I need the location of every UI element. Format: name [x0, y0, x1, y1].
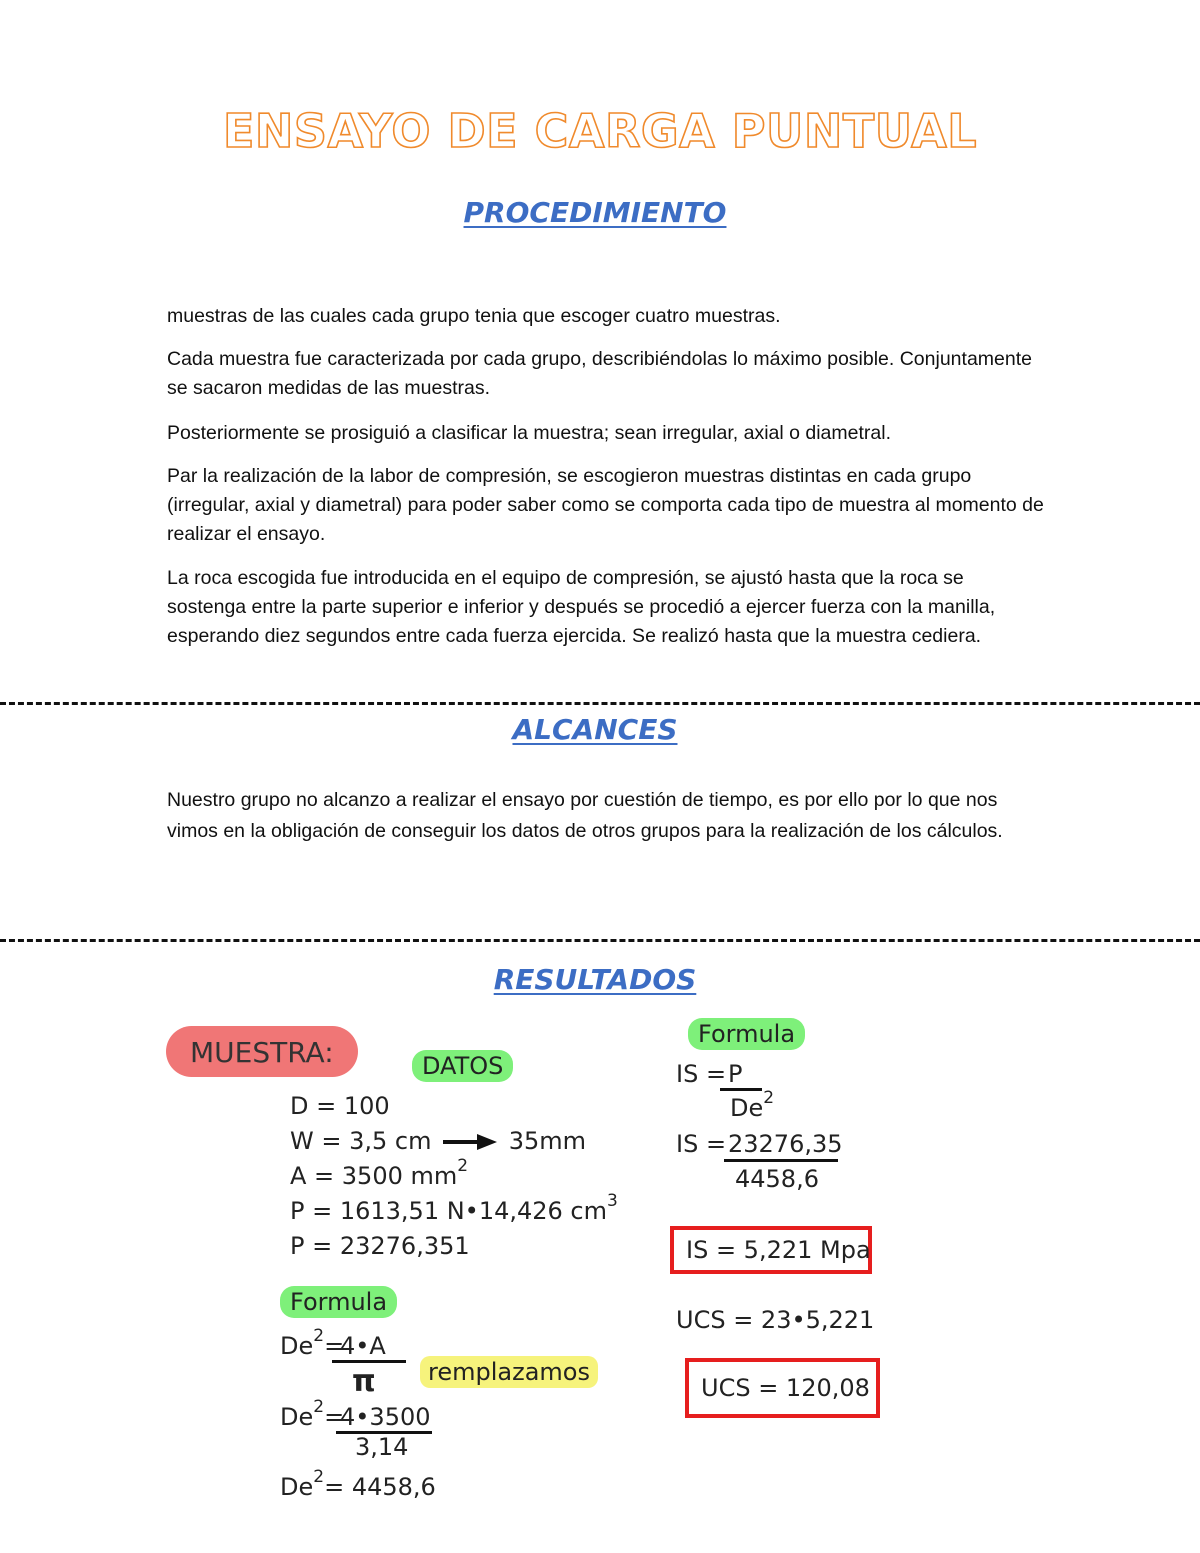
de-exponent: 2 — [313, 1397, 325, 1417]
procedimiento-paragraph-4: Par la realización de la labor de compresión, se escogieron muestras distintas en cada grupo (irregular, axial y diametral) para poder saber como se comporta cada tipo de muestra al momento de realizar el ensayo. — [167, 465, 1044, 545]
fraction-line — [332, 1360, 406, 1363]
procedimiento-heading: PROCEDIMIENTO — [463, 196, 727, 229]
dato-p1 — [290, 1191, 618, 1225]
de-symbol: De — [280, 1473, 314, 1501]
page-title: ENSAYO DE CARGA PUNTUAL — [222, 104, 978, 158]
is-eq-label: IS = — [676, 1060, 727, 1088]
alcances-paragraph: Nuestro grupo no alcanzo a realizar el ensayo por cuestión de tiempo, es por ello por lo que nos vimos en la obligación de conseguir los datos de otros grupos para la realización de los cálculos. — [167, 789, 1003, 842]
arrow-right-icon — [441, 1132, 499, 1152]
remplazamos-label: remplazamos — [420, 1356, 598, 1388]
dato-w-right: 35mm — [508, 1127, 587, 1155]
eq2-numerator: 4•3500 — [340, 1403, 431, 1431]
fraction-line — [720, 1088, 762, 1091]
dato-p2: P = 23276,351 — [290, 1232, 470, 1260]
ucs-result-box: UCS = 120,08 — [685, 1358, 880, 1418]
procedimiento-paragraph-5: La roca escogida fue introducida en el equipo de compresión, se ajustó hasta que la roca se sostenga entre la parte superior e inferior y después se procedió a ejercer fuerza con la manilla, esperando diez segundos entre cada fuerza ejercida. Se realizó hasta que la muestra cediera. — [167, 567, 996, 647]
dato-a-exponent: 2 — [457, 1156, 469, 1176]
alcances-heading: ALCANCES — [512, 713, 678, 746]
de-symbol: De — [280, 1403, 314, 1431]
dato-w — [290, 1127, 586, 1155]
de-symbol: De — [730, 1094, 764, 1122]
is2-eq-label: IS = — [676, 1130, 727, 1158]
pi-symbol: π — [352, 1364, 376, 1399]
eq2-denominator: 3,14 — [355, 1433, 409, 1461]
de-symbol: De — [280, 1332, 314, 1360]
equals-sign: = — [324, 1332, 345, 1360]
formula-left-label: Formula — [280, 1286, 397, 1318]
muestra-label: MUESTRA: — [166, 1026, 358, 1077]
is-denominator — [730, 1088, 775, 1122]
de-exponent: 2 — [763, 1088, 775, 1108]
formula-de-eq1 — [280, 1326, 345, 1360]
dato-d: D = 100 — [290, 1092, 390, 1120]
resultados-heading: RESULTADOS — [493, 963, 697, 996]
is-numerator: P — [728, 1060, 743, 1088]
dato-w-left: W = 3,5 cm — [290, 1127, 432, 1155]
dato-p1-text: P = 1613,51 N•14,426 cm — [290, 1197, 608, 1225]
formula-de-eq3 — [280, 1467, 436, 1501]
procedimiento-paragraph-2: Cada muestra fue caracterizada por cada grupo, describiéndolas lo máximo posible. Conjuntamente se sacaron medidas de las muestras. — [167, 348, 1032, 399]
is-result-box: IS = 5,221 Mpa — [670, 1226, 872, 1274]
is2-denominator: 4458,6 — [735, 1165, 819, 1193]
dato-a-text: A = 3500 mm — [290, 1162, 458, 1190]
ucs-equation: UCS = 23•5,221 — [676, 1306, 875, 1334]
section-divider — [0, 939, 1200, 942]
procedimiento-paragraph-3: Posteriormente se prosiguió a clasificar la muestra; sean irregular, axial o diametral. — [167, 422, 891, 444]
dato-p1-exponent: 3 — [607, 1191, 618, 1211]
is2-numerator: 23276,35 — [728, 1130, 843, 1158]
dato-a — [290, 1156, 469, 1190]
de-exponent: 2 — [313, 1467, 325, 1487]
de-exponent: 2 — [313, 1326, 325, 1346]
eq1-numerator: 4•A — [340, 1332, 386, 1360]
datos-label: DATOS — [412, 1050, 513, 1082]
eq3-value: = 4458,6 — [324, 1473, 436, 1501]
formula-de-eq2 — [280, 1397, 345, 1431]
formula-right-label: Formula — [688, 1018, 805, 1050]
procedimiento-paragraph-1: muestras de las cuales cada grupo tenia que escoger cuatro muestras. — [167, 305, 781, 327]
section-divider — [0, 702, 1200, 705]
fraction-line — [724, 1159, 838, 1162]
equals-sign: = — [324, 1403, 345, 1431]
